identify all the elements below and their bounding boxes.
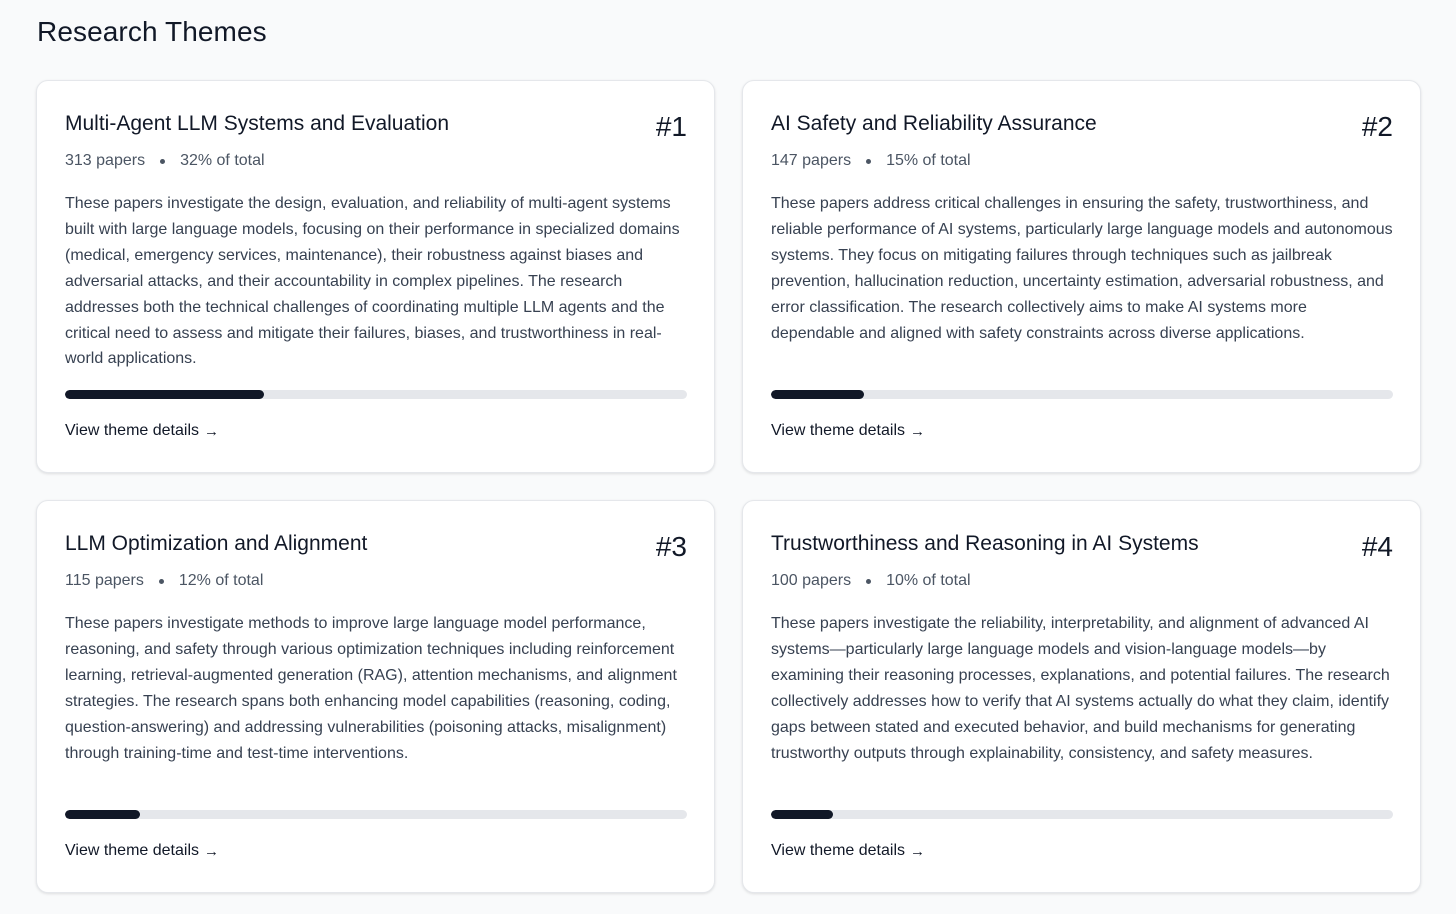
theme-meta (65, 572, 263, 590)
theme-card-1 (36, 80, 715, 473)
view-theme-details-link[interactable] (65, 842, 219, 860)
share-of-total: 15% of total (886, 152, 971, 169)
link-label: View theme details (771, 422, 905, 439)
arrow-right-icon: → (910, 422, 925, 440)
share-progress-fill (65, 390, 264, 399)
page-title: Research Themes (37, 16, 267, 47)
separator-dot-icon (159, 579, 164, 584)
theme-title: Trustworthiness and Reasoning in AI Systems (771, 532, 1199, 555)
theme-description: These papers investigate the design, evaluation, and reliability of multi-agent systems built with large language models, focusing on their performance in specialized domains (medical, emergency services, maintenance), their robustness against biases and adversarial attacks, and their accountability in complex pipelines. The research addresses both the technical challenges of coordinating multiple LLM agents and the critical need to assess and mitigate their failures, biases, and trustworthiness in real-world applications. (65, 195, 680, 368)
share-progress-fill (771, 390, 864, 399)
link-label: View theme details (65, 422, 199, 439)
paper-count: 115 papers (65, 572, 144, 589)
paper-count: 313 papers (65, 152, 146, 169)
paper-count: 147 papers (771, 152, 852, 169)
share-of-total: 10% of total (886, 572, 971, 589)
theme-rank: #1 (655, 111, 687, 142)
arrow-right-icon: → (910, 842, 925, 860)
theme-title: LLM Optimization and Alignment (65, 532, 368, 555)
separator-dot-icon (866, 159, 871, 164)
share-progress-bar (65, 390, 687, 399)
share-progress-fill (65, 810, 140, 819)
theme-card-4 (742, 500, 1421, 893)
separator-dot-icon (866, 579, 871, 584)
theme-meta (65, 152, 265, 170)
theme-meta (771, 572, 971, 590)
view-theme-details-link[interactable] (771, 422, 925, 440)
share-progress-fill (771, 810, 833, 819)
share-progress-bar (771, 810, 1393, 819)
link-label: View theme details (771, 842, 905, 859)
theme-card-3 (36, 500, 715, 893)
paper-count: 100 papers (771, 572, 852, 589)
view-theme-details-link[interactable] (771, 842, 925, 860)
arrow-right-icon: → (204, 842, 219, 860)
share-progress-bar (65, 810, 687, 819)
theme-title: Multi-Agent LLM Systems and Evaluation (65, 112, 450, 135)
theme-description: These papers investigate the reliability, interpretability, and alignment of advanced AI systems—particularly large language models and vision-language models—by examining their reasoning processes, explanations, and potential failures. The research collectively addresses how to verify that AI systems actually do what they claim, identify gaps between stated and executed behavior, and build mechanisms for generating trustworthy outputs through explainability, consistency, and safety measures. (771, 615, 1390, 762)
theme-rank: #4 (1361, 531, 1393, 562)
theme-card-2 (742, 80, 1421, 473)
theme-rank: #2 (1361, 111, 1393, 142)
theme-description: These papers address critical challenges in ensuring the safety, trustworthiness, and reliable performance of AI systems, particularly large language models and autonomous systems. They focus on mitigating failures through techniques such as jailbreak prevention, hallucination reduction, uncertainty estimation, adversarial robustness, and error classification. The research collectively aims to make AI systems more dependable and aligned with safety constraints across diverse applications. (771, 195, 1393, 342)
share-progress-bar (771, 390, 1393, 399)
arrow-right-icon: → (204, 422, 219, 440)
separator-dot-icon (160, 159, 165, 164)
theme-rank: #3 (655, 531, 687, 562)
link-label: View theme details (65, 842, 199, 859)
theme-title: AI Safety and Reliability Assurance (771, 112, 1097, 135)
share-of-total: 12% of total (178, 572, 264, 589)
theme-description: These papers investigate methods to improve large language model performance, reasoning, and safety through various optimization techniques including reinforcement learning, retrieval-augmented generation (RAG), attention mechanisms, and alignment strategies. The research spans both enhancing model capabilities (reasoning, coding, question-answering) and addressing vulnerabilities (poisoning attacks, misalignment) through training-time and test-time interventions. (65, 615, 677, 762)
theme-meta (771, 152, 971, 170)
share-of-total: 32% of total (180, 152, 265, 169)
view-theme-details-link[interactable] (65, 422, 219, 440)
themes-grid (36, 80, 1421, 893)
